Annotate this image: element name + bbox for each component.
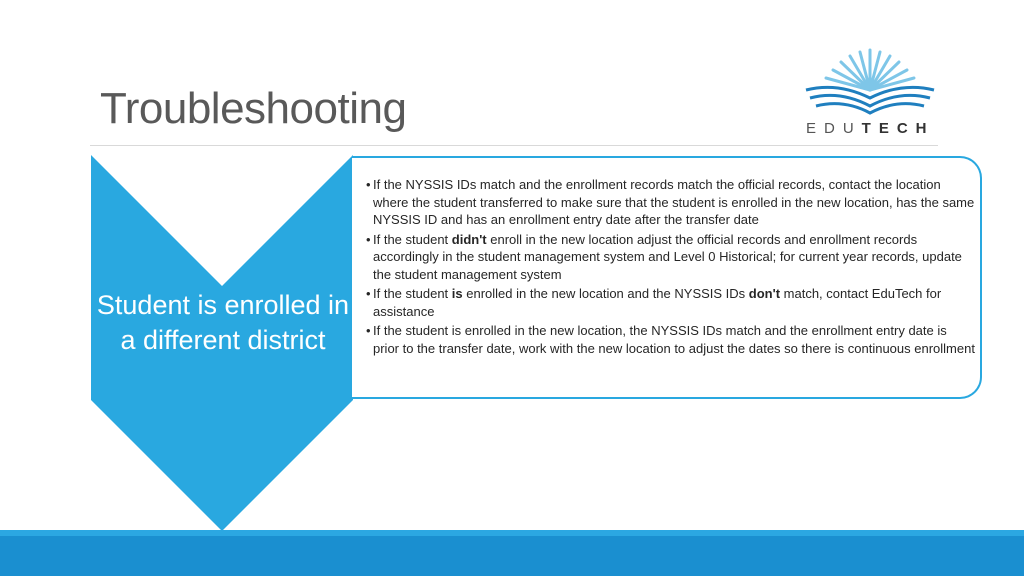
bullet-text: enrolled in the new location and the NYSSIS IDs — [462, 286, 749, 301]
bullet-item — [366, 285, 976, 320]
bullet-emphasis: is — [451, 286, 463, 301]
footer-band-highlight — [0, 530, 1024, 536]
bullet-text: enroll in the new location adjust the official records and enrollment records accordingly in the student management system and Level 0 Historical; for current year records, update the student management system — [373, 231, 962, 282]
book-rays-icon — [800, 42, 940, 122]
bullet-list — [366, 176, 976, 359]
bullet-text: If the student — [373, 286, 452, 301]
bullet-emphasis: didn't — [451, 231, 487, 247]
slide-title: Troubleshooting — [100, 84, 407, 133]
edutech-logo — [800, 42, 940, 142]
bullet-text: If the student — [373, 231, 452, 247]
bullet-item — [366, 231, 976, 284]
bullet-item — [366, 322, 976, 357]
footer-band — [0, 530, 1024, 576]
bullet-item — [366, 176, 976, 229]
title-divider — [90, 145, 938, 146]
bullet-text: If the NYSSIS IDs match and the enrollment records match the official records, contact the location where the student transferred to make sure that the student is enrolled in the new location, has the same NYSSIS ID and has an enrollment entry date after the transfer date — [373, 177, 975, 227]
bullet-text: match, contact EduTech for assistance — [373, 286, 942, 319]
bullet-emphasis: don't — [748, 286, 781, 301]
logo-wordmark — [800, 120, 940, 137]
logo-text-tech: TECH — [861, 120, 935, 137]
bullet-text: If the student is enrolled in the new location, the NYSSIS IDs match and the enrollment entry date is prior to the transfer date, work with the new location to adjust the dates so there is continuous enrollment — [373, 323, 975, 356]
chevron-label: Student is enrolled in a different district — [96, 290, 350, 355]
logo-text-edu: EDU — [806, 120, 862, 137]
